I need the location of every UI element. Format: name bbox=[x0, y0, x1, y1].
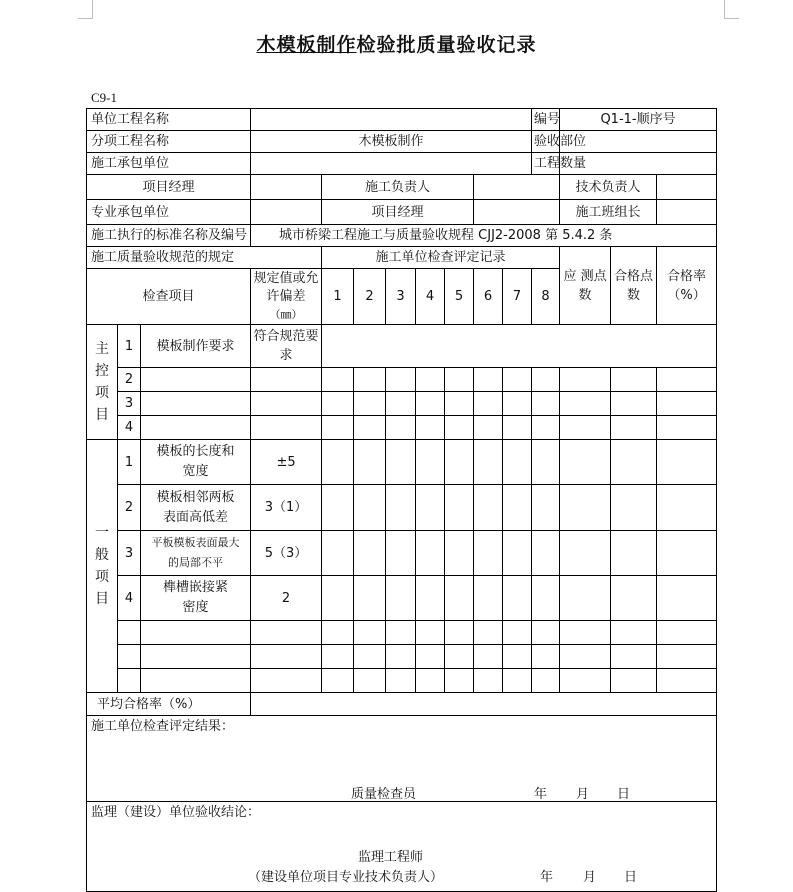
tolerance-value bbox=[251, 392, 322, 416]
record-cell[interactable] bbox=[503, 392, 532, 416]
row-number: 2 bbox=[118, 485, 141, 531]
record-cell[interactable] bbox=[611, 621, 657, 645]
col-number-5: 5 bbox=[445, 269, 474, 325]
record-cell[interactable] bbox=[386, 440, 416, 485]
record-cell[interactable] bbox=[611, 531, 657, 576]
record-cell[interactable] bbox=[386, 669, 416, 693]
record-cell[interactable] bbox=[416, 440, 445, 485]
record-cell[interactable] bbox=[416, 531, 445, 576]
record-cell[interactable] bbox=[560, 645, 611, 669]
record-cell[interactable] bbox=[503, 368, 532, 392]
check-record-label: 施工单位检查评定记录 bbox=[322, 247, 560, 269]
day-label-2: 日 bbox=[624, 870, 638, 885]
spec-header-row bbox=[87, 247, 717, 269]
record-cell[interactable] bbox=[560, 576, 611, 621]
tolerance-value: ±5 bbox=[251, 440, 322, 485]
record-cell[interactable] bbox=[560, 485, 611, 531]
document-title bbox=[0, 30, 793, 57]
title-underlined-part: 木模板制作 bbox=[256, 34, 357, 56]
record-cell[interactable] bbox=[445, 485, 474, 531]
record-cell[interactable] bbox=[474, 645, 503, 669]
quantity-label: 工程数量 bbox=[532, 153, 560, 175]
record-cell[interactable] bbox=[416, 576, 445, 621]
form-code: C9-1 bbox=[91, 90, 117, 105]
record-cell[interactable] bbox=[474, 416, 503, 440]
construction-result-label: 施工单位检查评定结果： bbox=[87, 716, 717, 802]
record-cell[interactable] bbox=[354, 576, 386, 621]
col-number-8: 8 bbox=[532, 269, 560, 325]
record-cell[interactable] bbox=[416, 416, 445, 440]
record-cell[interactable] bbox=[657, 621, 717, 645]
check-item: 平板模板表面最大的局部不平 bbox=[141, 531, 251, 576]
owner-tech-label: （建设单位项目专业技术负责人） bbox=[248, 870, 444, 885]
should-measure-label: 应 测点数 bbox=[560, 247, 611, 325]
supervision-label: 监理（建设）单位验收结论： bbox=[87, 802, 717, 892]
record-cell[interactable] bbox=[445, 416, 474, 440]
row-number bbox=[118, 669, 141, 693]
col-number-7: 7 bbox=[503, 269, 532, 325]
record-cell[interactable] bbox=[611, 485, 657, 531]
month-label-2: 月 bbox=[583, 870, 597, 885]
table-row bbox=[87, 416, 717, 440]
number-value[interactable]: Q1-1-顺序号 bbox=[560, 109, 717, 131]
record-cell[interactable] bbox=[386, 485, 416, 531]
month-label: 月 bbox=[576, 787, 590, 802]
header-row-3 bbox=[87, 153, 717, 175]
record-cell[interactable] bbox=[657, 368, 717, 392]
table-row bbox=[87, 531, 717, 576]
record-cell[interactable] bbox=[657, 416, 717, 440]
sub-project-label: 分项工程名称 bbox=[87, 131, 251, 153]
record-cell[interactable] bbox=[322, 485, 354, 531]
tolerance-value: 符合规范要求 bbox=[251, 325, 322, 368]
standard-label: 施工执行的标准名称及编号 bbox=[87, 225, 251, 247]
col-number-4: 4 bbox=[416, 269, 445, 325]
record-cell[interactable] bbox=[416, 368, 445, 392]
record-cell[interactable] bbox=[445, 531, 474, 576]
record-cell[interactable] bbox=[354, 485, 386, 531]
record-cell[interactable] bbox=[445, 392, 474, 416]
day-label: 日 bbox=[617, 787, 631, 802]
table-row bbox=[87, 669, 717, 693]
record-cell[interactable] bbox=[354, 392, 386, 416]
record-cell[interactable] bbox=[416, 485, 445, 531]
record-cell[interactable] bbox=[474, 368, 503, 392]
record-cell[interactable] bbox=[416, 669, 445, 693]
record-cell[interactable] bbox=[532, 621, 560, 645]
record-cell[interactable] bbox=[354, 440, 386, 485]
check-item bbox=[141, 645, 251, 669]
table-row bbox=[87, 440, 717, 485]
record-cell[interactable] bbox=[386, 392, 416, 416]
record-cell[interactable] bbox=[532, 669, 560, 693]
record-cell[interactable] bbox=[657, 392, 717, 416]
record-cell[interactable] bbox=[474, 392, 503, 416]
main-control-group-label: 主控项目 bbox=[87, 325, 118, 440]
pass-rate-label: 合格率（%） bbox=[657, 247, 717, 325]
record-cell[interactable] bbox=[474, 531, 503, 576]
record-cell[interactable] bbox=[611, 669, 657, 693]
record-cell[interactable] bbox=[322, 669, 354, 693]
pm-label-2: 项目经理 bbox=[322, 200, 474, 225]
row-number: 1 bbox=[118, 440, 141, 485]
acceptance-spec-label: 施工质量验收规范的规定 bbox=[87, 247, 322, 269]
construction-lead-label: 施工负责人 bbox=[322, 175, 474, 200]
header-row-5 bbox=[87, 200, 717, 225]
check-item-label: 检查项目 bbox=[87, 269, 251, 325]
record-cell[interactable] bbox=[503, 645, 532, 669]
record-cell[interactable] bbox=[354, 645, 386, 669]
record-cell[interactable] bbox=[503, 531, 532, 576]
row-number: 3 bbox=[118, 531, 141, 576]
record-cell[interactable] bbox=[560, 392, 611, 416]
number-label: 编号 bbox=[532, 109, 560, 131]
check-item bbox=[141, 416, 251, 440]
pass-points-label: 合格点数 bbox=[611, 247, 657, 325]
record-cell[interactable] bbox=[445, 621, 474, 645]
check-item: 模板的长度和宽度 bbox=[141, 440, 251, 485]
record-cell[interactable] bbox=[657, 576, 717, 621]
record-cell[interactable] bbox=[532, 416, 560, 440]
record-cell[interactable] bbox=[532, 576, 560, 621]
record-cell[interactable] bbox=[322, 416, 354, 440]
specialty-contractor-label: 专业承包单位 bbox=[87, 200, 251, 225]
table-row bbox=[87, 485, 717, 531]
record-cell[interactable] bbox=[503, 669, 532, 693]
row-number: 4 bbox=[118, 416, 141, 440]
record-cell[interactable] bbox=[445, 440, 474, 485]
record-cell[interactable] bbox=[532, 645, 560, 669]
record-cell[interactable] bbox=[474, 440, 503, 485]
record-cell[interactable] bbox=[445, 576, 474, 621]
record-cell[interactable] bbox=[611, 392, 657, 416]
header-row-4 bbox=[87, 175, 717, 200]
record-cell[interactable] bbox=[611, 440, 657, 485]
record-cell[interactable] bbox=[416, 621, 445, 645]
table-row bbox=[87, 645, 717, 669]
record-cell[interactable] bbox=[532, 368, 560, 392]
table-row bbox=[87, 325, 717, 368]
year-label-2: 年 bbox=[540, 870, 554, 885]
record-cell[interactable] bbox=[386, 368, 416, 392]
record-cell[interactable] bbox=[560, 531, 611, 576]
tolerance-unit: （㎜） bbox=[269, 307, 303, 321]
table-row bbox=[87, 392, 717, 416]
record-cell[interactable] bbox=[503, 416, 532, 440]
record-cell[interactable] bbox=[354, 531, 386, 576]
col-number-6: 6 bbox=[474, 269, 503, 325]
record-cell[interactable] bbox=[657, 440, 717, 485]
specialty-contractor-value[interactable] bbox=[251, 200, 322, 225]
tolerance-label-cell bbox=[251, 269, 322, 325]
record-cell[interactable] bbox=[611, 645, 657, 669]
record-cell[interactable] bbox=[503, 485, 532, 531]
unit-project-value[interactable] bbox=[251, 109, 532, 131]
record-cell[interactable] bbox=[354, 416, 386, 440]
record-cell[interactable] bbox=[386, 645, 416, 669]
record-cell[interactable] bbox=[322, 576, 354, 621]
record-cell[interactable] bbox=[560, 368, 611, 392]
tolerance-value bbox=[251, 669, 322, 693]
record-cell[interactable] bbox=[503, 440, 532, 485]
avg-pass-rate-label: 平均合格率（%） bbox=[87, 693, 251, 716]
quality-inspector-label: 质量检查员 bbox=[351, 787, 417, 802]
tech-lead-value[interactable] bbox=[657, 175, 717, 200]
record-cell[interactable] bbox=[445, 645, 474, 669]
record-cell[interactable] bbox=[474, 621, 503, 645]
record-cell[interactable] bbox=[474, 485, 503, 531]
row-number: 2 bbox=[118, 368, 141, 392]
record-cell[interactable] bbox=[322, 440, 354, 485]
record-cell[interactable] bbox=[322, 621, 354, 645]
pm-label: 项目经理 bbox=[87, 175, 251, 200]
check-item bbox=[141, 621, 251, 645]
col-number-2: 2 bbox=[354, 269, 386, 325]
check-item bbox=[141, 392, 251, 416]
pm-value-2[interactable] bbox=[474, 200, 560, 225]
team-leader-value[interactable] bbox=[657, 200, 717, 225]
col-number-1: 1 bbox=[322, 269, 354, 325]
record-cell[interactable] bbox=[416, 645, 445, 669]
avg-pass-rate-row bbox=[87, 693, 717, 716]
record-cell[interactable] bbox=[416, 392, 445, 416]
record-cell[interactable] bbox=[322, 368, 354, 392]
row-number bbox=[118, 621, 141, 645]
record-cell[interactable] bbox=[445, 669, 474, 693]
header-row-2 bbox=[87, 131, 717, 153]
record-cell[interactable] bbox=[657, 645, 717, 669]
unit-project-label: 单位工程名称 bbox=[87, 109, 251, 131]
contractor-value[interactable] bbox=[251, 153, 532, 175]
record-cell[interactable] bbox=[386, 416, 416, 440]
record-cell[interactable] bbox=[560, 416, 611, 440]
record-cell[interactable] bbox=[532, 531, 560, 576]
contractor-label: 施工承包单位 bbox=[87, 153, 251, 175]
record-cell[interactable] bbox=[445, 368, 474, 392]
check-item: 模板制作要求 bbox=[141, 325, 251, 368]
pm-value[interactable] bbox=[251, 175, 322, 200]
record-cell[interactable] bbox=[322, 531, 354, 576]
team-leader-label: 施工班组长 bbox=[560, 200, 657, 225]
record-cell[interactable] bbox=[474, 576, 503, 621]
tolerance-value: 3（1） bbox=[251, 485, 322, 531]
check-item: 模板相邻两板表面高低差 bbox=[141, 485, 251, 531]
record-cell[interactable] bbox=[532, 440, 560, 485]
record-cell[interactable] bbox=[611, 416, 657, 440]
table-row bbox=[87, 368, 717, 392]
record-cell[interactable] bbox=[322, 392, 354, 416]
year-label: 年 bbox=[534, 787, 548, 802]
record-cell[interactable] bbox=[354, 368, 386, 392]
record-cell[interactable] bbox=[386, 576, 416, 621]
record-cell[interactable] bbox=[474, 669, 503, 693]
record-cell[interactable] bbox=[657, 669, 717, 693]
header-row-6 bbox=[87, 225, 717, 247]
acceptance-part-label: 验收部位 bbox=[532, 131, 560, 153]
record-cell[interactable] bbox=[611, 368, 657, 392]
tech-lead-label: 技术负责人 bbox=[560, 175, 657, 200]
record-cell[interactable] bbox=[354, 669, 386, 693]
tolerance-value: 2 bbox=[251, 576, 322, 621]
record-cell[interactable] bbox=[322, 645, 354, 669]
general-group-label: 一般项目 bbox=[87, 440, 118, 693]
record-cell[interactable] bbox=[657, 485, 717, 531]
check-item: 榫槽嵌接紧密度 bbox=[141, 576, 251, 621]
tolerance-value bbox=[251, 645, 322, 669]
record-cell[interactable] bbox=[532, 485, 560, 531]
record-cell[interactable] bbox=[657, 531, 717, 576]
main-control-record-cell[interactable] bbox=[322, 325, 717, 368]
tolerance-label: 规定值或允许偏差 bbox=[253, 270, 319, 304]
sub-project-value[interactable]: 木模板制作 bbox=[251, 131, 532, 153]
tolerance-value bbox=[251, 621, 322, 645]
check-item bbox=[141, 669, 251, 693]
record-cell[interactable] bbox=[503, 621, 532, 645]
check-item bbox=[141, 368, 251, 392]
record-cell[interactable] bbox=[532, 392, 560, 416]
record-cell[interactable] bbox=[560, 440, 611, 485]
page-corner-mark-right bbox=[724, 0, 739, 19]
supervisor-label: 监理工程师 bbox=[358, 850, 424, 865]
record-cell[interactable] bbox=[611, 576, 657, 621]
record-cell[interactable] bbox=[386, 531, 416, 576]
tolerance-value bbox=[251, 368, 322, 392]
row-number: 1 bbox=[118, 325, 141, 368]
inspection-record-table bbox=[86, 108, 717, 892]
tolerance-value bbox=[251, 416, 322, 440]
title-rest: 检验批质量验收记录 bbox=[356, 34, 537, 56]
construction-lead-value[interactable] bbox=[474, 175, 560, 200]
record-cell[interactable] bbox=[560, 621, 611, 645]
record-cell[interactable] bbox=[560, 669, 611, 693]
tolerance-value: 5（3） bbox=[251, 531, 322, 576]
standard-value: 城市桥梁工程施工与质量验收规程 CJJ2-2008 第 5.4.2 条 bbox=[251, 225, 717, 247]
record-cell[interactable] bbox=[503, 576, 532, 621]
header-row-1 bbox=[87, 109, 717, 131]
record-cell[interactable] bbox=[354, 621, 386, 645]
row-number: 4 bbox=[118, 576, 141, 621]
table-row bbox=[87, 576, 717, 621]
row-number: 3 bbox=[118, 392, 141, 416]
avg-pass-rate-value[interactable] bbox=[251, 693, 717, 716]
col-number-3: 3 bbox=[386, 269, 416, 325]
record-cell[interactable] bbox=[386, 621, 416, 645]
table-row bbox=[87, 621, 717, 645]
page-corner-mark-left bbox=[78, 0, 93, 19]
row-number bbox=[118, 645, 141, 669]
